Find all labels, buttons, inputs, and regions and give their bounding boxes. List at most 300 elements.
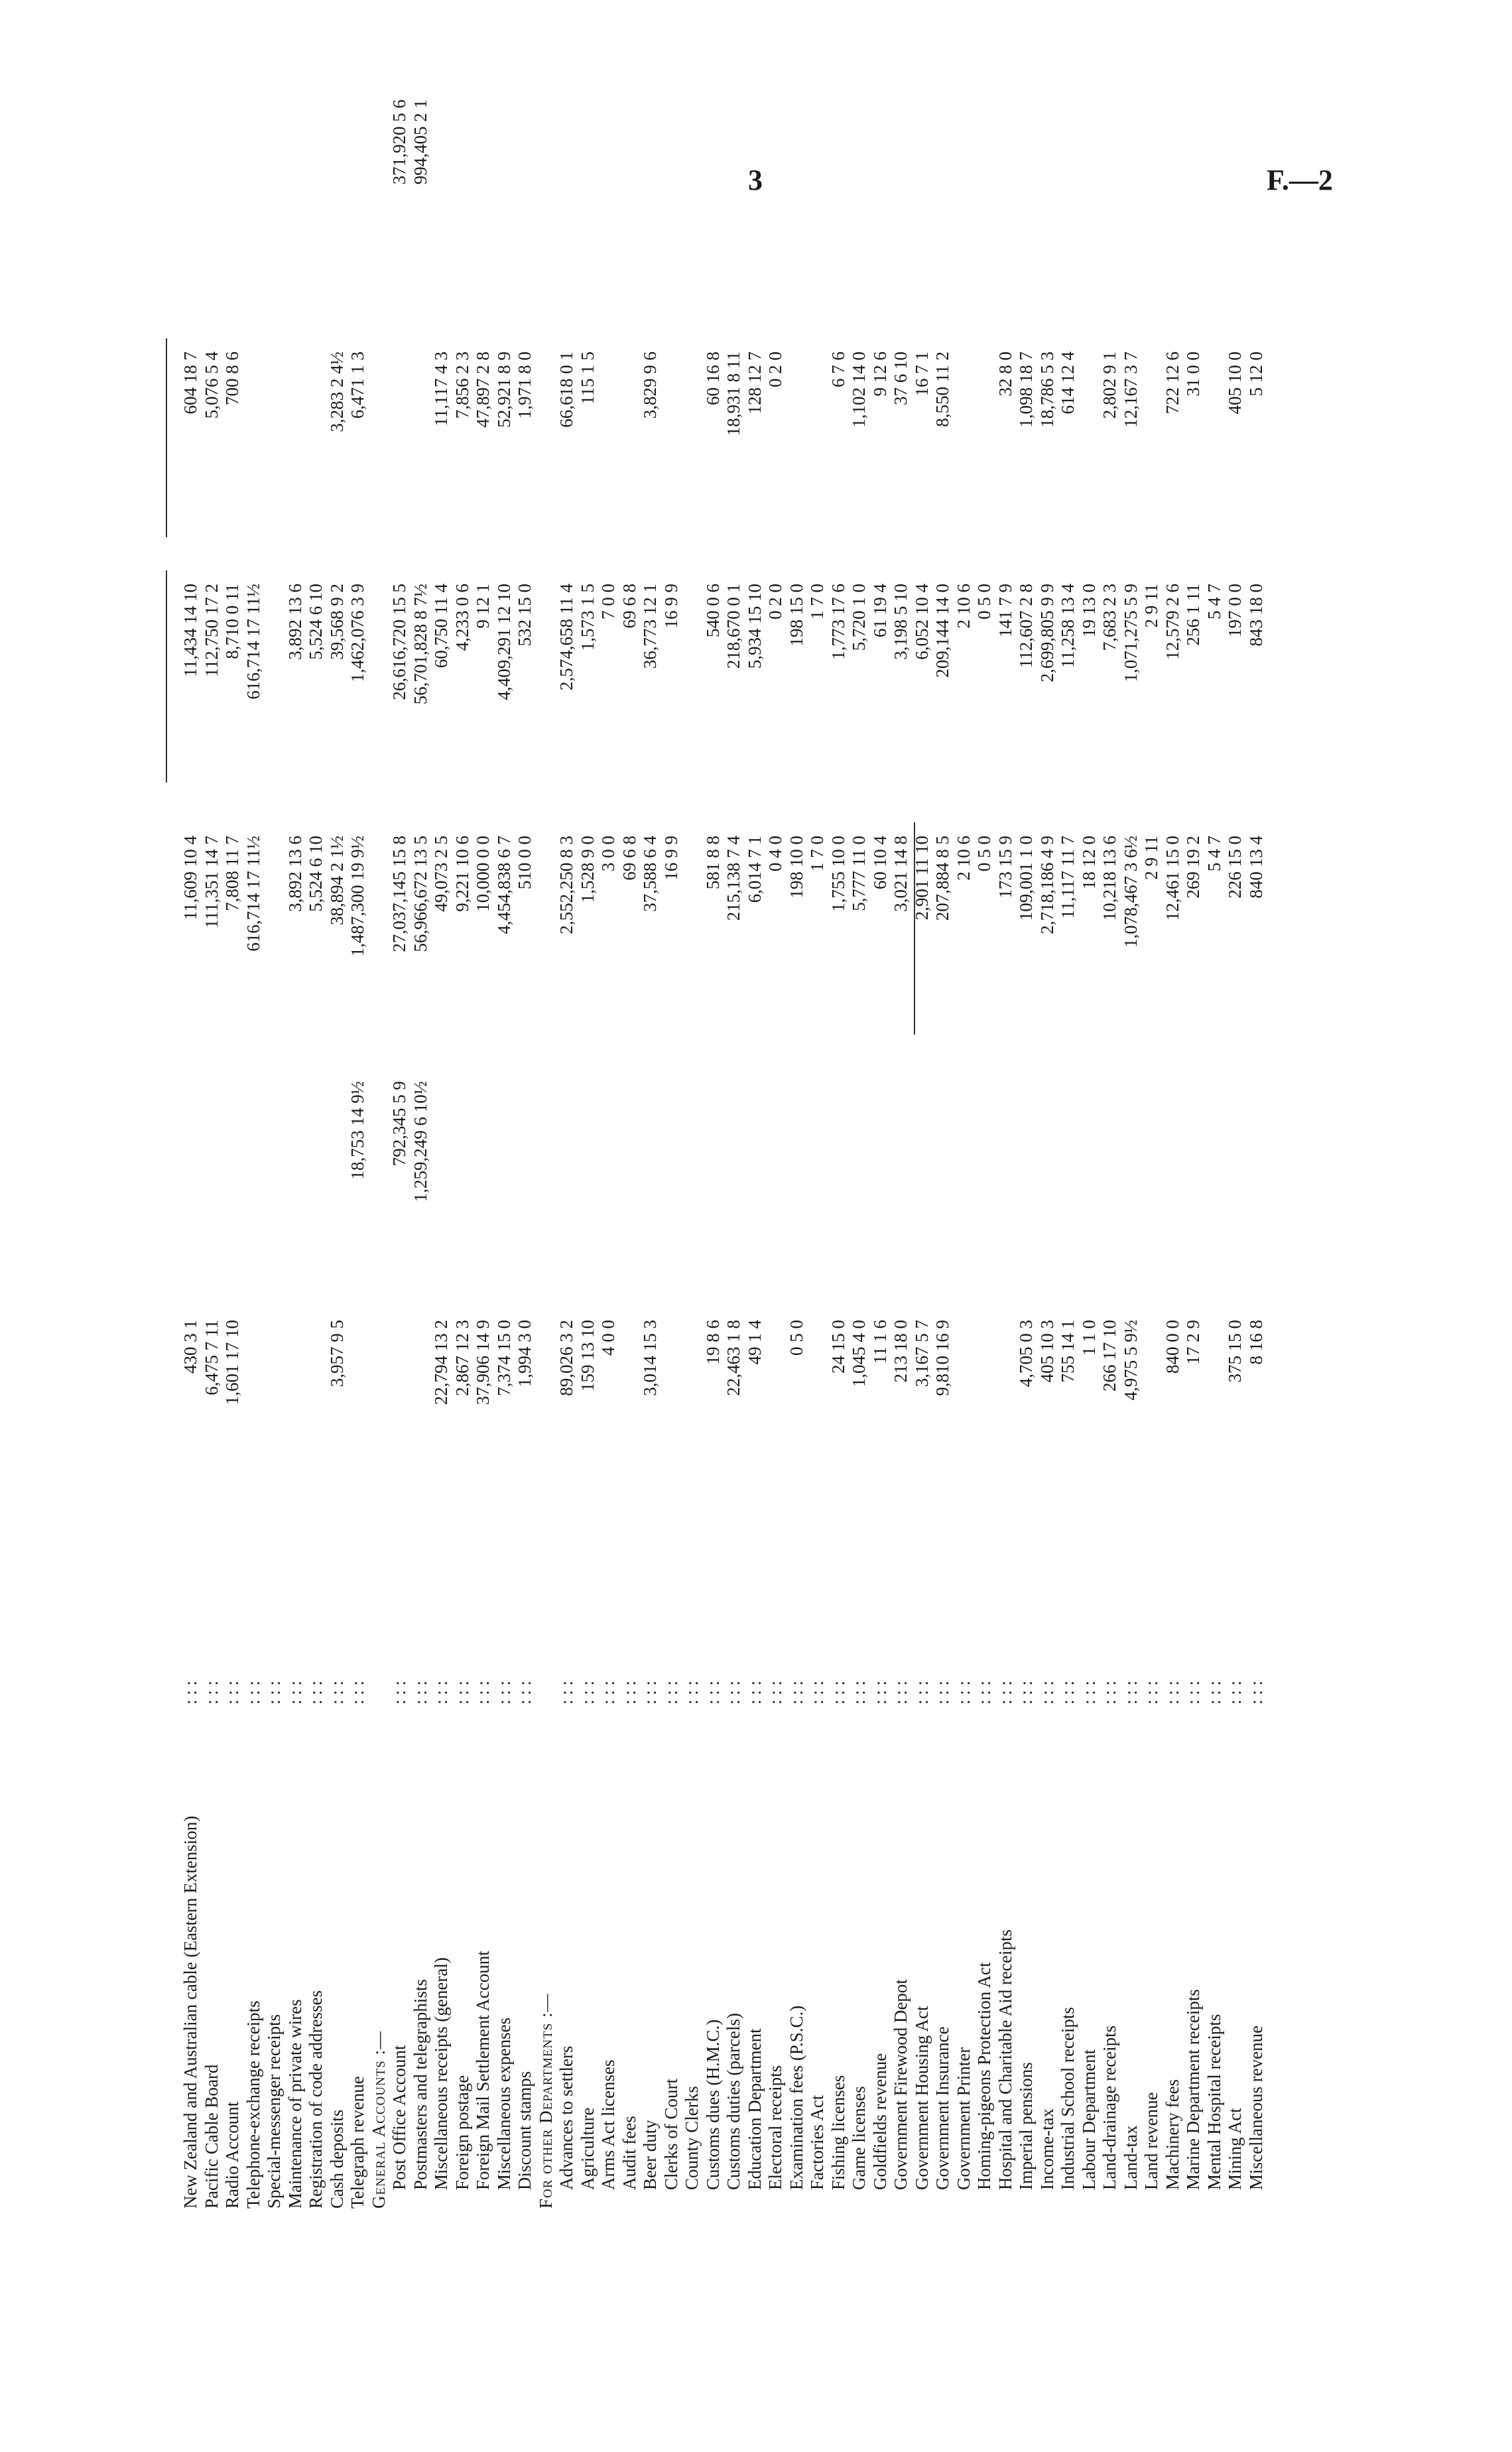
row-label: Special-messenger receipts <box>264 2014 284 2209</box>
table-row <box>1058 20 1078 2209</box>
cell-v3: 1,755 10 0 <box>828 836 848 912</box>
cell-v4: 1,071,275 5 9 <box>1120 584 1141 682</box>
cell-v4: 112,750 17 2 <box>201 584 221 677</box>
cell-v4: 5,524 6 10 <box>306 584 326 660</box>
cell-v1: 11 1 6 <box>869 1320 890 1364</box>
cell-v3: 3,892 13 6 <box>284 836 305 912</box>
cell-v5: 16 7 1 <box>911 352 932 397</box>
leader-dots: : : : <box>869 1680 890 1705</box>
leader-dots: : : : <box>201 1680 221 1705</box>
leader-dots: : : : <box>891 1680 911 1705</box>
cell-v5: 8,550 11 2 <box>932 352 952 427</box>
cell-v4: 26,616,720 15 5 <box>389 584 409 700</box>
cell-v1: 9,810 16 9 <box>932 1320 952 1396</box>
cell-v5: 66,618 0 1 <box>556 352 576 428</box>
cell-v4: 532 15 0 <box>515 584 535 647</box>
row-label: Government Printer <box>953 2047 974 2190</box>
section-heading: For other Departments :— <box>535 1993 556 2209</box>
cell-v4: 5,934 15 10 <box>744 584 765 669</box>
cell-v1: 0 5 0 <box>786 1320 806 1356</box>
table-row <box>431 20 451 2209</box>
row-label: Miscellaneous expenses <box>493 2017 514 2190</box>
cell-v3: 198 10 0 <box>786 836 806 899</box>
cell-v2: 792,345 5 9 <box>389 1081 409 1167</box>
leader-dots: : : : <box>515 1680 535 1705</box>
cell-v4: 5,720 1 0 <box>849 584 869 651</box>
cell-v3: 27,037,145 15 8 <box>389 836 409 952</box>
leader-dots: : : : <box>911 1680 932 1705</box>
cell-v3: 0 5 0 <box>974 836 994 871</box>
cell-v3: 1,078,467 3 6½ <box>1120 836 1141 948</box>
cell-v4: 2 9 11 <box>1141 584 1161 628</box>
cell-v5: 128 12 7 <box>744 352 765 415</box>
table-row <box>1246 20 1266 2209</box>
cell-v1: 840 0 0 <box>1162 1320 1182 1374</box>
row-label: Homing-pigeons Protection Act <box>974 1962 994 2190</box>
cell-v3: 173 15 9 <box>995 836 1015 899</box>
cell-v4: 0 2 0 <box>765 584 785 619</box>
row-label: Game licenses <box>849 2086 869 2190</box>
cell-v6: 994,405 2 1 <box>410 99 430 185</box>
table-row <box>578 20 598 2209</box>
cell-v3: 69 6 8 <box>619 836 639 881</box>
row-label: Beer duty <box>640 2120 660 2190</box>
table-row <box>1037 20 1057 2209</box>
table-row <box>285 20 305 2209</box>
table-rule <box>166 570 167 783</box>
leader-dots: : : : <box>243 1680 263 1705</box>
cell-v4: 1,462,076 3 9 <box>347 584 367 682</box>
table-row <box>807 20 827 2209</box>
cell-v3: 5,777 11 0 <box>849 836 869 911</box>
cell-v5: 6,471 1 3 <box>347 352 367 419</box>
cell-v3: 7,808 11 7 <box>222 836 242 911</box>
leader-dots: : : : <box>284 1680 305 1705</box>
cell-v3: 109,001 1 0 <box>1016 836 1036 921</box>
leader-dots: : : : <box>347 1680 367 1705</box>
cell-v3: 0 4 0 <box>765 836 785 871</box>
row-label: Factories Act <box>807 2095 827 2190</box>
row-label: Land-drainage receipts <box>1100 2025 1119 2190</box>
cell-v4: 11,258 13 4 <box>1058 584 1078 669</box>
row-label: Imperial pensions <box>1016 2062 1036 2190</box>
table-row <box>202 20 221 2209</box>
table-row <box>264 20 284 2209</box>
table-row <box>327 20 347 2209</box>
leader-dots: : : : <box>389 1680 409 1705</box>
cell-v1: 4 0 0 <box>598 1320 618 1356</box>
cell-v3: 2 9 11 <box>1141 836 1161 880</box>
cell-v3: 1,528 9 0 <box>577 836 598 903</box>
table-row <box>932 20 952 2209</box>
row-label: Land revenue <box>1141 2092 1161 2190</box>
leader-dots: : : : <box>640 1680 660 1705</box>
cell-v3: 56,966,672 13 5 <box>410 836 430 952</box>
table-row <box>849 20 869 2209</box>
cell-v1: 3,167 5 7 <box>911 1320 932 1387</box>
cell-v1: 159 13 10 <box>577 1320 598 1391</box>
leader-dots: : : : <box>598 1680 618 1705</box>
cell-v3: 5 4 7 <box>1204 836 1224 871</box>
row-label: New Zealand and Australian cable (Eastern Extension) <box>180 1815 200 2209</box>
leader-dots: : : : <box>473 1680 493 1705</box>
cell-v5: 614 12 4 <box>1058 352 1078 415</box>
cell-v3: 4,454,838 6 7 <box>493 836 514 935</box>
cell-v3: 6,014 7 1 <box>744 836 765 903</box>
leader-dots: : : : <box>1037 1680 1057 1705</box>
row-label: Government Housing Act <box>911 2006 932 2190</box>
table-row <box>1225 20 1245 2209</box>
cell-v4: 60,750 11 4 <box>431 584 451 669</box>
cell-v3: 1 7 0 <box>807 836 827 871</box>
cell-v4: 209,144 14 0 <box>932 584 952 678</box>
cell-v4: 12,579 2 6 <box>1162 584 1182 660</box>
leader-dots: : : : <box>807 1680 827 1705</box>
revenue-table <box>166 20 1326 2209</box>
cell-v5: 31 0 0 <box>1183 352 1203 397</box>
cell-v1: 89,026 3 2 <box>556 1320 576 1396</box>
cell-v3: 1,487,300 19 9½ <box>347 836 367 957</box>
row-label: Audit fees <box>619 2116 639 2190</box>
cell-v4: 2 10 6 <box>953 584 974 629</box>
cell-v3: 215,138 7 4 <box>724 836 743 921</box>
cell-v4: 7 0 0 <box>598 584 618 619</box>
cell-v3: 269 19 2 <box>1183 836 1203 899</box>
table-row <box>222 20 242 2209</box>
leader-dots: : : : <box>974 1680 994 1705</box>
table-row <box>598 20 618 2209</box>
cell-v4: 540 0 6 <box>702 584 723 637</box>
cell-v4: 112,607 2 8 <box>1016 584 1036 669</box>
table-row <box>682 20 702 2209</box>
leader-dots: : : : <box>410 1680 430 1705</box>
leader-dots: : : : <box>431 1680 451 1705</box>
cell-v4: 8,710 0 11 <box>222 584 242 659</box>
row-label: County Clerks <box>682 2086 702 2190</box>
cell-v5: 11,117 4 3 <box>431 352 451 426</box>
row-label: Customs duties (parcels) <box>724 2013 743 2190</box>
cell-v4: 1,773 17 6 <box>828 584 848 660</box>
cell-v1: 3,014 15 3 <box>640 1320 660 1396</box>
cell-v4: 16 9 9 <box>661 584 681 629</box>
cell-v3: 510 0 0 <box>515 836 535 889</box>
cell-v5: 52,921 8 9 <box>493 352 514 428</box>
cell-v4: 141 7 9 <box>995 584 1015 637</box>
leader-dots: : : : <box>765 1680 785 1705</box>
cell-v5: 6 7 6 <box>828 352 848 387</box>
cell-v5: 5 12 0 <box>1245 352 1266 397</box>
table-row <box>1079 20 1099 2209</box>
cell-v5: 722 12 6 <box>1162 352 1182 415</box>
table-row <box>912 20 932 2209</box>
cell-v1: 3,957 9 5 <box>326 1320 347 1387</box>
table-row <box>473 20 493 2209</box>
cell-v1: 37,906 14 9 <box>473 1320 493 1405</box>
table-row <box>536 20 556 2209</box>
cell-v3: 226 15 0 <box>1225 836 1245 899</box>
cell-v1: 22,794 13 2 <box>431 1320 451 1405</box>
cell-v5: 18,931 8 11 <box>724 352 743 436</box>
cell-v3: 38,894 2 1½ <box>326 836 347 925</box>
cell-v4: 69 6 8 <box>619 584 639 629</box>
cell-v4: 218,670 0 1 <box>724 584 743 669</box>
cell-v4: 4,409,291 12 10 <box>493 584 514 700</box>
table-row <box>1100 20 1119 2209</box>
cell-v5: 18,786 5 3 <box>1037 352 1057 428</box>
table-row <box>619 20 639 2209</box>
table-row <box>1183 20 1203 2209</box>
table-row <box>954 20 974 2209</box>
cell-v4: 197 0 0 <box>1225 584 1245 637</box>
row-label: Agriculture <box>577 2107 598 2190</box>
cell-v2: 18,753 14 9½ <box>347 1081 367 1180</box>
row-label: Discount stamps <box>515 2071 535 2190</box>
table-row <box>995 20 1015 2209</box>
section-heading: General Accounts :— <box>368 2030 389 2209</box>
cell-v3: 11,609 10 4 <box>180 836 200 921</box>
cell-v3: 10,000 0 0 <box>473 836 493 912</box>
cell-v4: 11,434 14 10 <box>180 584 200 677</box>
cell-v1: 430 3 1 <box>180 1320 200 1374</box>
cell-v4: 3,198 5 10 <box>891 584 911 660</box>
row-label: Goldfields revenue <box>869 2053 890 2190</box>
leader-dots: : : : <box>932 1680 952 1705</box>
row-label: Telegraph revenue <box>347 2076 367 2209</box>
cell-v4: 1 7 0 <box>807 584 827 619</box>
cell-v3: 2,718,186 4 9 <box>1037 836 1057 935</box>
cell-v6: 371,920 5 6 <box>389 99 409 185</box>
cell-v4: 3,892 13 6 <box>284 584 305 660</box>
cell-v1: 7,374 15 0 <box>493 1320 514 1396</box>
cell-v1: 22,463 1 8 <box>724 1320 743 1396</box>
row-label: Miscellaneous receipts (general) <box>431 1957 451 2190</box>
leader-dots: : : : <box>1100 1680 1119 1705</box>
table-rule <box>166 338 167 537</box>
leader-dots: : : : <box>619 1680 639 1705</box>
cell-v4: 19 13 0 <box>1078 584 1099 637</box>
table-row <box>556 20 576 2209</box>
page-number: 3 <box>748 164 763 196</box>
leader-dots: : : : <box>1162 1680 1182 1705</box>
cell-v4: 843 18 0 <box>1245 584 1266 647</box>
cell-v3: 12,461 15 0 <box>1162 836 1182 921</box>
leader-dots: : : : <box>180 1680 200 1705</box>
table-row <box>410 20 430 2209</box>
cell-v3: 840 13 4 <box>1245 836 1266 899</box>
table-row <box>640 20 660 2209</box>
leader-dots: : : : <box>1016 1680 1036 1705</box>
row-label: Industrial School receipts <box>1058 2007 1078 2190</box>
leader-dots: : : : <box>1225 1680 1245 1705</box>
cell-v1: 19 8 6 <box>702 1320 723 1365</box>
leader-dots: : : : <box>264 1680 284 1705</box>
cell-v1: 2,867 12 3 <box>452 1320 472 1396</box>
table-row <box>724 20 743 2209</box>
leader-dots: : : : <box>786 1680 806 1705</box>
row-label: Electoral receipts <box>765 2065 785 2190</box>
cell-v3: 9,221 10 6 <box>452 836 472 912</box>
cell-v4: 36,773 12 1 <box>640 584 660 669</box>
cell-v5: 9 12 6 <box>869 352 890 397</box>
cell-v3: 3 0 0 <box>598 836 618 871</box>
table-row <box>765 20 785 2209</box>
cell-v4: 61 19 4 <box>869 584 890 637</box>
cell-v4: 6,052 10 4 <box>911 584 932 660</box>
cell-v5: 115 1 5 <box>577 352 598 405</box>
table-row <box>515 20 535 2209</box>
cell-v3: 581 8 8 <box>702 836 723 889</box>
cell-v5: 37 6 10 <box>891 352 911 405</box>
cell-v1: 6,475 7 11 <box>201 1320 221 1395</box>
row-label: Cash deposits <box>326 2109 347 2209</box>
leader-dots: : : : <box>577 1680 598 1705</box>
cell-v1: 266 17 10 <box>1100 1320 1119 1391</box>
cell-v4: 9 12 1 <box>473 584 493 629</box>
row-label: Hospital and Charitable Aid receipts <box>995 1929 1015 2190</box>
table-row <box>1016 20 1036 2209</box>
row-label: Mental Hospital receipts <box>1204 2014 1224 2190</box>
cell-v1: 1,601 17 10 <box>222 1320 242 1405</box>
cell-v4: 5 4 7 <box>1204 584 1224 619</box>
leader-dots: : : : <box>452 1680 472 1705</box>
table-row <box>703 20 723 2209</box>
row-label: Machinery fees <box>1162 2079 1182 2190</box>
table-row <box>787 20 806 2209</box>
row-label: Land-tax <box>1120 2125 1141 2190</box>
table-row <box>1204 20 1224 2209</box>
leader-dots: : : : <box>661 1680 681 1705</box>
row-label: Advances to settlers <box>556 2045 576 2190</box>
row-label: Telephone-exchange receipts <box>243 2000 263 2209</box>
table-row <box>891 20 911 2209</box>
leader-dots: : : : <box>744 1680 765 1705</box>
cell-v3: 18 12 0 <box>1078 836 1099 889</box>
table-row <box>828 20 848 2209</box>
cell-v1: 4,975 5 9½ <box>1120 1320 1141 1401</box>
leader-dots: : : : <box>1078 1680 1099 1705</box>
cell-v5: 5,076 5 4 <box>201 352 221 419</box>
cell-v5: 1,102 14 0 <box>849 352 869 428</box>
leader-dots: : : : <box>326 1680 347 1705</box>
cell-v4: 56,701,828 8 7½ <box>410 584 430 705</box>
cell-v3: 616,714 17 11½ <box>243 836 263 952</box>
row-label: Examination fees (P.S.C.) <box>786 2005 806 2190</box>
row-label: Education Department <box>744 2028 765 2190</box>
table-row <box>1141 20 1161 2209</box>
leader-dots: : : : <box>1141 1680 1161 1705</box>
cell-v3: 37,588 6 4 <box>640 836 660 912</box>
cell-v5: 604 18 7 <box>180 352 200 415</box>
row-label: Pacific Cable Board <box>201 2064 221 2209</box>
row-label: Foreign postage <box>452 2075 472 2190</box>
row-label: Maintenance of private wires <box>284 1999 305 2209</box>
leader-dots: : : : <box>1245 1680 1266 1705</box>
row-label: Postmasters and telegraphists <box>410 1979 430 2190</box>
cell-v1: 1,994 3 0 <box>515 1320 535 1387</box>
cell-v5: 3,829 9 6 <box>640 352 660 419</box>
cell-v3: 10,218 13 6 <box>1100 836 1119 921</box>
row-label: Fishing licenses <box>828 2075 848 2190</box>
cell-v1: 375 15 0 <box>1225 1320 1245 1383</box>
table-row <box>1121 20 1141 2209</box>
cell-v1: 405 10 3 <box>1037 1320 1057 1383</box>
cell-v3: 2,901 11 10 <box>911 836 932 921</box>
table-row <box>452 20 472 2209</box>
table-row <box>306 20 326 2209</box>
leader-dots: : : : <box>493 1680 514 1705</box>
row-label: Government Insurance <box>932 2026 952 2190</box>
cell-v5: 47,897 2 8 <box>473 352 493 428</box>
cell-v5: 405 10 0 <box>1225 352 1245 415</box>
row-label: Miscellaneous revenue <box>1245 2025 1266 2190</box>
leader-dots: : : : <box>702 1680 723 1705</box>
cell-v4: 0 5 0 <box>974 584 994 619</box>
leader-dots: : : : <box>828 1680 848 1705</box>
leader-dots: : : : <box>1120 1680 1141 1705</box>
leader-dots: : : : <box>1058 1680 1078 1705</box>
cell-v3: 49,073 2 5 <box>431 836 451 912</box>
cell-v5: 0 2 0 <box>765 352 785 387</box>
leader-dots: : : : <box>222 1680 242 1705</box>
cell-v3: 5,524 6 10 <box>306 836 326 912</box>
cell-v1: 213 18 0 <box>891 1320 911 1383</box>
cell-v1: 49 1 4 <box>744 1320 765 1365</box>
cell-v4: 198 15 0 <box>786 584 806 647</box>
cell-v1: 8 16 8 <box>1245 1320 1266 1365</box>
row-label: Labour Department <box>1078 2049 1099 2190</box>
cell-v5: 700 8 6 <box>222 352 242 405</box>
leader-dots: : : : <box>1183 1680 1203 1705</box>
cell-v3: 207,884 8 5 <box>932 836 952 921</box>
cell-v3: 2 10 6 <box>953 836 974 881</box>
table-row <box>347 20 367 2209</box>
leader-dots: : : : <box>306 1680 326 1705</box>
cell-v3: 11,117 11 7 <box>1058 836 1078 919</box>
leader-dots: : : : <box>724 1680 743 1705</box>
row-label: Customs dues (H.M.C.) <box>702 2019 723 2190</box>
cell-v4: 39,568 9 2 <box>326 584 347 660</box>
leader-dots: : : : <box>995 1680 1015 1705</box>
cell-v1: 1,045 4 0 <box>849 1320 869 1387</box>
cell-v4: 256 1 11 <box>1183 584 1203 646</box>
cell-v3: 3,021 14 8 <box>891 836 911 912</box>
cell-v3: 111,351 14 7 <box>201 836 221 929</box>
row-label: Post Office Account <box>389 2045 409 2190</box>
cell-v5: 1,098 18 7 <box>1016 352 1036 428</box>
cell-v4: 616,714 17 11½ <box>243 584 263 700</box>
table-row <box>745 20 765 2209</box>
cell-v5: 2,802 9 1 <box>1100 352 1119 419</box>
leader-dots: : : : <box>849 1680 869 1705</box>
cell-v4: 2,699,805 9 9 <box>1037 584 1057 682</box>
cell-v5: 7,856 2 3 <box>452 352 472 419</box>
cell-v1: 17 2 9 <box>1183 1320 1203 1365</box>
cell-v4: 2,574,658 11 4 <box>556 584 576 690</box>
table-row <box>870 20 890 2209</box>
row-label: Registration of code addresses <box>306 1990 326 2209</box>
cell-v1: 755 14 1 <box>1058 1320 1078 1383</box>
cell-v5: 1,971 8 0 <box>515 352 535 419</box>
cell-v3: 2,552,250 8 3 <box>556 836 576 935</box>
cell-v5: 12,167 3 7 <box>1120 352 1141 428</box>
table-row <box>243 20 263 2209</box>
table-row <box>180 20 200 2209</box>
table-row <box>974 20 994 2209</box>
table-row <box>369 20 389 2209</box>
cell-v3: 60 10 4 <box>869 836 890 889</box>
cell-v1: 24 15 0 <box>828 1320 848 1374</box>
cell-v5: 60 16 8 <box>702 352 723 405</box>
